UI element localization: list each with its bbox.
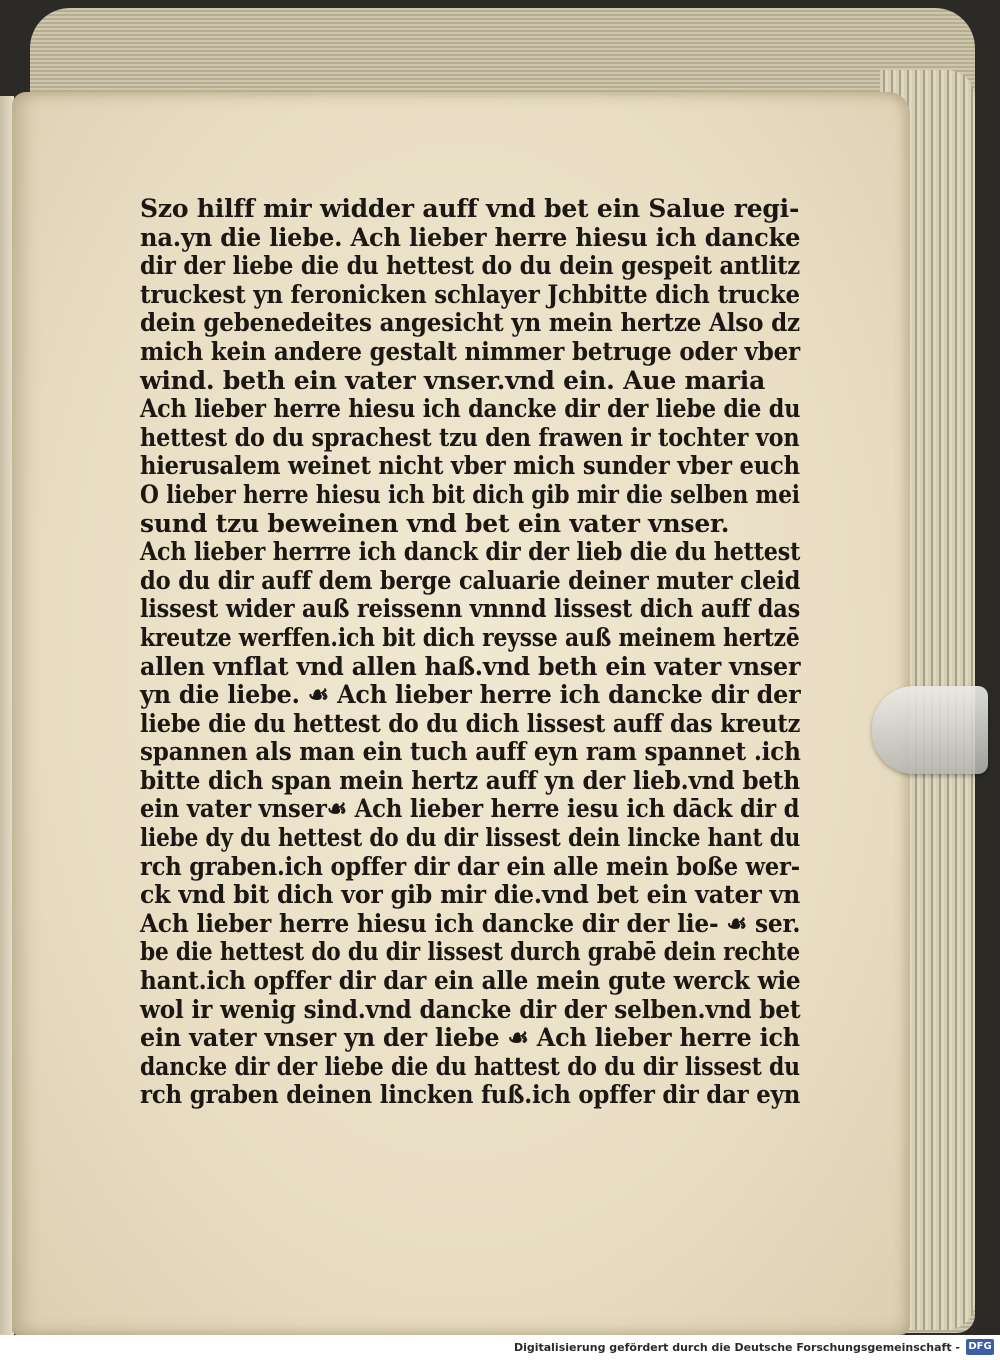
text-line: Szo hilff mir widder auff vnd bet ein Salue regi- <box>140 194 800 223</box>
text-line: O lieber herre hiesu ich bit dich gib mir die selben mei <box>140 479 800 509</box>
dfg-logo: DFG <box>966 1339 994 1355</box>
text-line: ck vnd bit dich vor gib mir die.vnd bet ein vater vn <box>140 880 801 910</box>
text-line: truckest yn feronicken schlayer Jchbitte dich trucke <box>140 279 800 309</box>
text-line: Ach lieber herrre ich danck dir der lieb die du hettest <box>140 537 801 567</box>
text-line: sund tzu beweinen vnd bet ein vater vnser. <box>140 508 730 538</box>
text-line: ein vater vnser☙ Ach lieber herre iesu ich dāck dir d <box>140 794 800 824</box>
funding-credit: Digitalisierung gefördert durch die Deutsche Forschungsgemeinschaft - <box>513 1341 960 1354</box>
text-line: Ach lieber herre hiesu ich dancke dir der liebe die du <box>140 394 801 424</box>
text-line: spannen als man ein tuch auff eyn ram spannet .ich <box>140 737 801 767</box>
text-line: bitte dich span mein hertz auff yn der lieb.vnd beth <box>140 765 801 795</box>
text-line: liebe dy du hettest do du dir lissest dein lincke hant du <box>140 823 801 853</box>
text-line: hettest do du sprachest tzu den frawen ir tochter von <box>140 422 800 452</box>
text-line: Ach lieber herre hiesu ich dancke dir der lie- ☙ ser. <box>140 908 801 938</box>
text-line: dein gebenedeites angesicht yn mein hertze Also dz <box>140 308 800 338</box>
text-line: rch graben deinen lincken fuß.ich opffer dir dar eyn <box>140 1080 801 1110</box>
text-line: mich kein andere gestalt nimmer betruge oder vber <box>140 336 800 366</box>
text-line: lissest wider auß reissenn vnnnd lissest dich auff das <box>140 594 801 624</box>
text-line: rch graben.ich opffer dir dar ein alle mein boße wer- <box>140 851 800 881</box>
text-block <box>140 195 800 1110</box>
text-line: allen vnflat vnd allen haß.vnd beth ein vater vnser <box>140 651 801 681</box>
text-line: dir der liebe die du hettest do du dein gespeit antlitz <box>140 251 800 281</box>
text-line: ein vater vnser yn der liebe ☙ Ach lieber herre ich <box>140 1023 800 1053</box>
text-line: hant.ich opffer dir dar ein alle mein gute werck wie <box>140 966 801 996</box>
text-line: kreutze werffen.ich bit dich reysse auß meinem hertzē <box>140 622 800 652</box>
text-line: wind. beth ein vater vnser.vnd ein. Aue maria <box>140 365 766 395</box>
text-line: liebe die du hettest do du dich lissest auff das kreutz <box>140 708 801 738</box>
text-line: be die hettest do du dir lissest durch grabē dein rechte <box>140 937 800 967</box>
text-line: yn die liebe. ☙ Ach lieber herre ich dancke dir der <box>140 680 801 710</box>
text-line: na.yn die liebe. Ach lieber herre hiesu ich dancke <box>140 222 801 252</box>
text-line: do du dir auff dem berge caluarie deiner muter cleid <box>140 565 801 595</box>
text-line: hierusalem weinet nicht vber mich sunder vber euch <box>140 451 800 481</box>
text-line: wol ir wenig sind.vnd dancke dir der selben.vnd bet <box>140 994 801 1024</box>
page-clip <box>872 686 988 774</box>
text-line: dancke dir der liebe die du hattest do du dir lissest du <box>140 1051 800 1081</box>
